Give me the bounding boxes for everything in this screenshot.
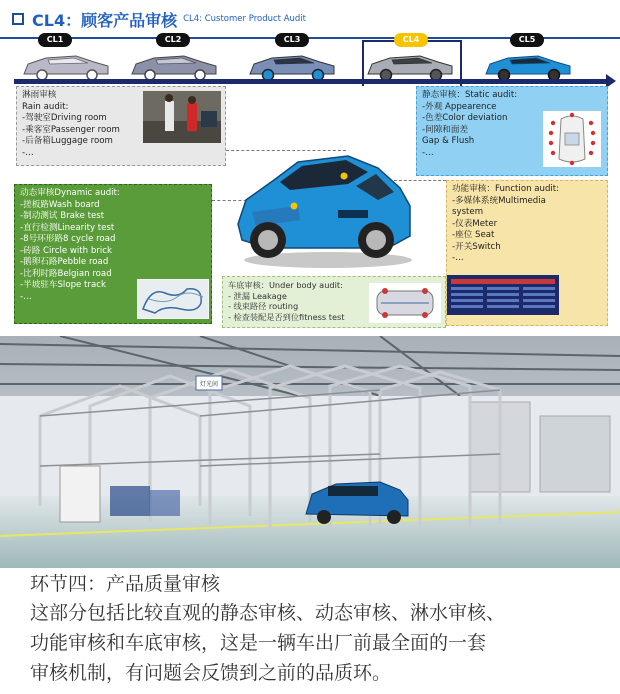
factory-rain-test-photo bbox=[0, 336, 620, 568]
function-audit-line: 功能审核：Function audit: bbox=[452, 184, 560, 194]
static-audit-line: -色差Color deviation bbox=[422, 113, 508, 123]
underbody-diagram bbox=[369, 283, 441, 323]
hall-sign-text: 灯光间 bbox=[199, 381, 219, 388]
function-audit-line: system bbox=[452, 207, 484, 217]
dynamic-audit-line: -制动测试 Brake test bbox=[20, 211, 105, 221]
article-caption bbox=[30, 570, 610, 688]
rain-audit-line: -乘客室Passenger room bbox=[22, 124, 120, 135]
dynamic-audit-line: -比利时路Belgian road bbox=[20, 268, 112, 279]
dynamic-audit-line: 动态审核Dynamic audit: bbox=[20, 188, 120, 198]
dynamic-audit-line: -砖路 Circle with brick bbox=[20, 245, 112, 256]
function-audit-line: -仪表Meter bbox=[452, 218, 498, 229]
stage-label-cl3: CL3 bbox=[275, 33, 309, 47]
stage-car-audit-icon bbox=[364, 50, 456, 82]
slide-title-row bbox=[12, 8, 306, 30]
dynamic-audit-line: -8号环形路8 cycle road bbox=[20, 234, 116, 244]
function-audit-line: -座位 Seat bbox=[452, 230, 495, 240]
function-audit-line: -开关Switch bbox=[452, 241, 501, 252]
under-body-audit-box bbox=[222, 276, 446, 328]
static-audit-line: -… bbox=[422, 147, 434, 158]
dynamic-audit-line: -直行检测Linearity test bbox=[20, 222, 115, 233]
stage-timeline bbox=[14, 79, 612, 84]
stage-label-cl4: CL4 bbox=[394, 33, 428, 47]
rain-audit-line: -后备箱Luggage room bbox=[22, 136, 113, 146]
central-blue-car-image bbox=[228, 140, 418, 272]
rain-audit-line: 淋雨审核 bbox=[22, 90, 57, 100]
rain-test-photo bbox=[143, 91, 221, 143]
caption-line: 这部分包括比较直观的静态审核、动态审核、淋水审核、 bbox=[30, 602, 506, 624]
audit-slide bbox=[0, 0, 620, 336]
gap-flush-diagram bbox=[543, 111, 601, 167]
rain-audit-line: -驾驶室Driving room bbox=[22, 113, 107, 123]
caption-body bbox=[30, 598, 610, 688]
static-audit-line: -外观 Appearence bbox=[422, 101, 497, 112]
slide-subtitle: CL4: Customer Product Audit bbox=[183, 14, 306, 24]
under-body-audit-line: - 泄漏 Leakage bbox=[228, 290, 287, 301]
dynamic-audit-line: -… bbox=[20, 291, 32, 302]
stage-car-final-icon bbox=[482, 50, 574, 82]
function-checklist-screen bbox=[447, 275, 559, 315]
stage-car-body-in-white-icon bbox=[20, 50, 112, 82]
test-track-map bbox=[137, 279, 209, 319]
stage-label-cl2: CL2 bbox=[156, 33, 190, 47]
rain-audit-line: Rain audit: bbox=[22, 101, 69, 112]
under-body-audit-line: - 检查装配是否到位fitness test bbox=[228, 311, 345, 322]
dynamic-audit-line: -搓板路Wash board bbox=[20, 199, 100, 210]
caption-title: 环节四：产品质量审核 bbox=[30, 573, 221, 595]
stage-car-assembled-icon bbox=[246, 50, 338, 82]
function-audit-box bbox=[446, 180, 608, 326]
static-audit-line: -间隙和面差 bbox=[422, 124, 469, 135]
rain-audit-box bbox=[16, 86, 226, 166]
factory-hall-illustration bbox=[0, 336, 620, 568]
function-audit-line: -多媒体系统Multimedia bbox=[452, 195, 546, 206]
stage-car-painted-icon bbox=[128, 50, 220, 82]
dynamic-audit-line: -半坡驻车Slope track bbox=[20, 280, 106, 290]
function-audit-line: -… bbox=[452, 253, 464, 263]
static-audit-line: 静态审核：Static audit: bbox=[422, 90, 518, 100]
static-audit-line: Gap & Flush bbox=[422, 136, 475, 146]
under-body-audit-line: 车底审核：Under body audit: bbox=[228, 280, 343, 290]
dynamic-audit-box bbox=[14, 184, 212, 324]
checkbox-bullet-icon bbox=[12, 13, 24, 25]
slide-title: CL4：顾客产品审核 bbox=[32, 10, 178, 30]
under-body-audit-line: - 线束路径 routing bbox=[228, 301, 299, 311]
stage-label-cl5: CL5 bbox=[510, 33, 544, 47]
stage-label-cl1: CL1 bbox=[38, 33, 72, 47]
caption-line: 功能审核和车底审核，这是一辆车出厂前最全面的一套 bbox=[30, 632, 487, 654]
dynamic-audit-line: -鹅卵石路Pebble road bbox=[20, 257, 109, 267]
static-audit-box bbox=[416, 86, 608, 176]
rain-audit-line: -… bbox=[22, 147, 34, 158]
caption-line: 审核机制，有问题会反馈到之前的品质环。 bbox=[30, 662, 392, 684]
